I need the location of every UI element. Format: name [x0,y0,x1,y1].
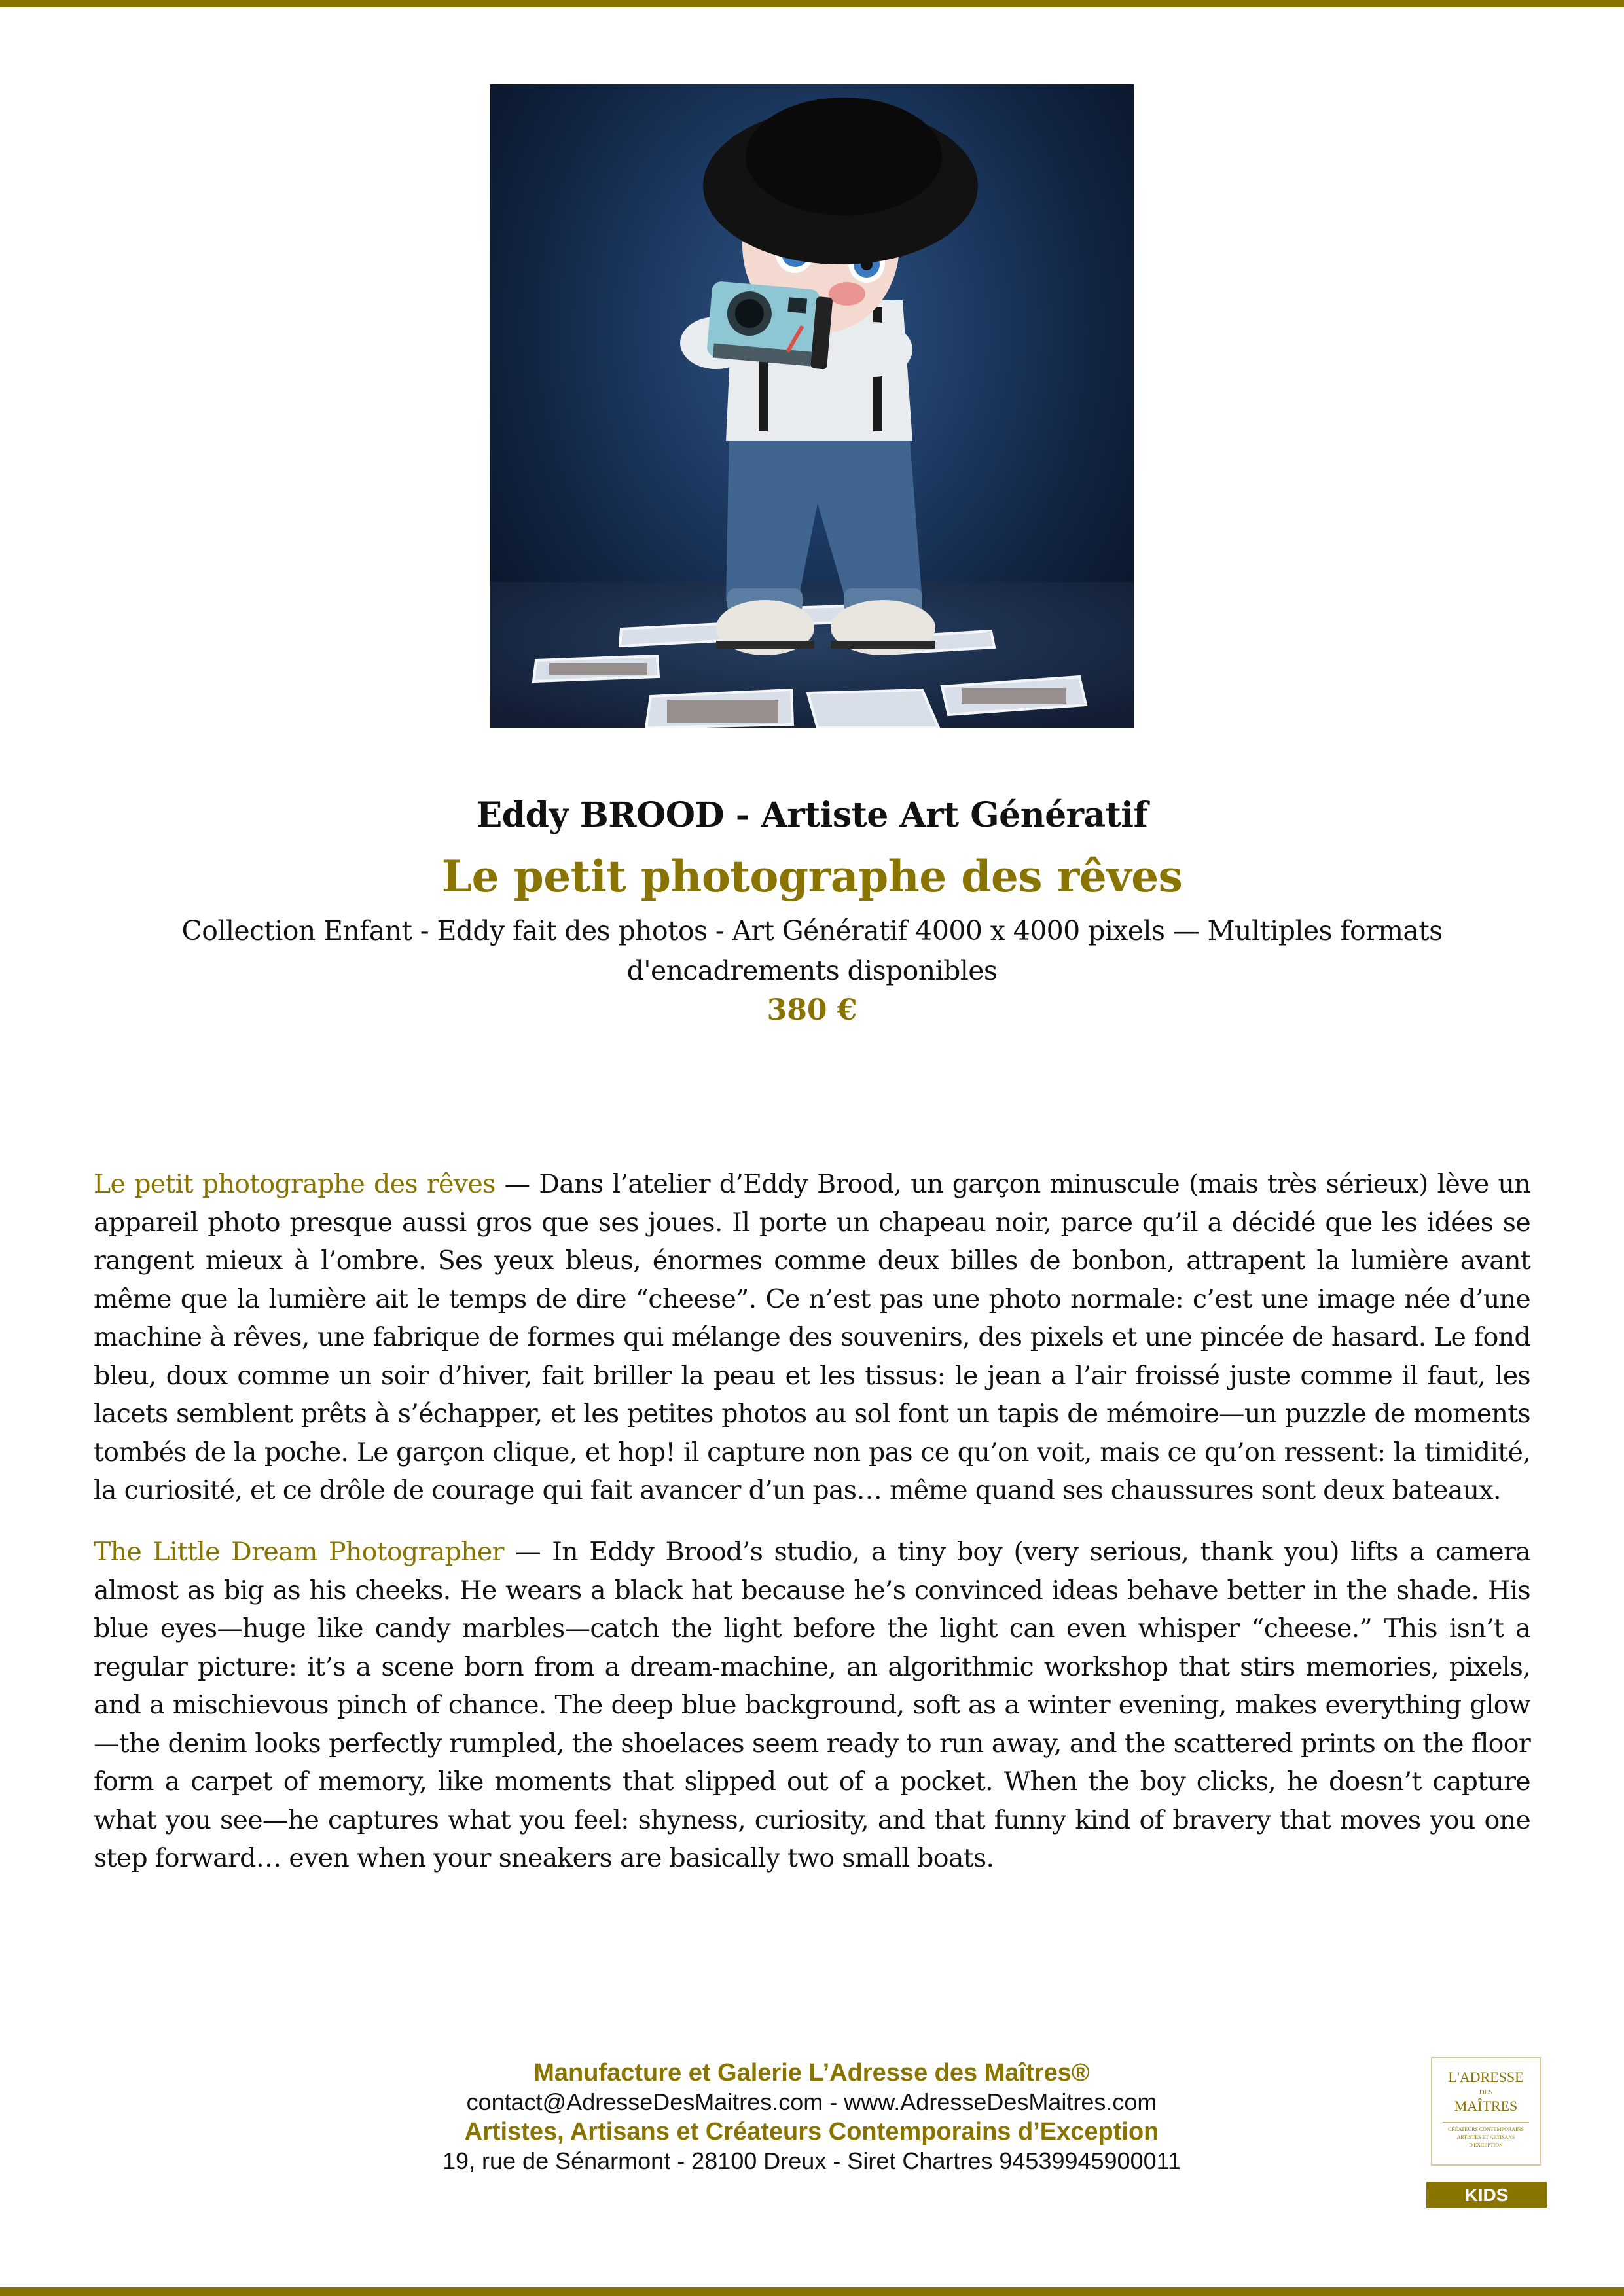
camera [706,281,834,370]
logo-tagline [1432,2126,1540,2149]
artwork-image [490,84,1134,728]
artwork-title: Le petit photographe des rêves [441,851,1183,902]
description-french [94,1165,1530,1510]
artist-name: Eddy BROOD - Artiste Art Génératif [476,795,1148,835]
gallery-logo [1431,2057,1541,2166]
footer-tagline: Artistes, Artisans et Créateurs Contemporains d’Exception [464,2118,1159,2145]
logo-line-3: MAÎTRES [1454,2098,1518,2114]
logo-line-1: L'ADRESSE [1448,2069,1524,2085]
footer-contact[interactable]: contact@AdresseDesMaitres.com - www.AdresseDesMaitres.com [466,2089,1157,2115]
bottom-accent-bar [0,2287,1624,2296]
artwork-price: 380 € [767,994,857,1027]
top-accent-bar [0,0,1624,7]
footer-company: Manufacture et Galerie L’Adresse des Maîtres® [533,2059,1090,2087]
logo-line-4: CRÉATEURS CONTEMPORAINS [1448,2126,1524,2132]
logo-line-6: D'EXCEPTION [1469,2142,1503,2148]
description-french-text: — Dans l’atelier d’Eddy Brood, un garçon minuscule (mais très sérieux) lève un appareil photo presque aussi gros que ses joues. Il porte un chapeau noir, parce qu’il a décidé que les idées se rangent mieux à l’ombre. Ses yeux bleus, énormes comme deux billes de bonbon, attrapent la lumière avant même que la lumière ait le temps de dire “cheese”. Ce n’est pas une photo normale: c’est une image née d’une machine à rêves, une fabrique de formes qui mélange des souvenirs, des pixels et une pincée de hasard. Le fond bleu, doux comme un soir d’hiver, fait briller la peau et les tissus: le jean a l’air froissé juste comme il faut, les lacets semblent prêts à s’échapper, et les petites photos au sol font un tapis de mémoire—un puzzle de moments tombés de la poche. Le garçon clique, et hop! il capture non pas ce qu’on voit, mais ce qu’on ressent: la timidité, la curiosité, et ce drôle de courage qui fait avancer d’un pas… même quand ses chaussures sont deux bateaux. [94,1169,1530,1505]
description-english-lead: The Little Dream Photographer [94,1537,504,1567]
boy-photographer-illustration [490,84,1134,728]
artwork-subtitle: Collection Enfant - Eddy fait des photos - Art Génératif 4000 x 4000 pixels — Multiples formats d'encadrements disponibles [181,915,1443,986]
logo-line-5: ARTISTES ET ARTISANS [1456,2134,1515,2140]
footer [353,2058,1270,2176]
logo-line-2: DES [1479,2089,1493,2096]
kids-badge: KIDS [1426,2182,1547,2208]
description-english-text: — In Eddy Brood’s studio, a tiny boy (very serious, thank you) lifts a camera almost as big as his cheeks. He wears a black hat because he’s convinced ideas behave better in the shade. His blue eyes—huge like candy marbles—catch the light before the light can even whisper “cheese.” This isn’t a regular picture: it’s a scene born from a dream-machine, an algorithmic workshop that stirs memories, pixels, and a mischievous pinch of chance. The deep blue background, soft as a winter evening, makes everything glow—the denim looks perfectly rumpled, the shoelaces seem ready to run away, and the scattered prints on the floor form a carpet of memory, like moments that slipped out of a pocket. When the boy clicks, he doesn’t capture what you see—he captures what you feel: shyness, curiosity, and that funny kind of bravery that moves you one step forward… even when your sneakers are basically two small boats. [94,1537,1531,1873]
footer-address: 19, rue de Sénarmont - 28100 Dreux - Siret Chartres 94539945900011 [442,2147,1182,2174]
logo-divider [1443,2122,1529,2123]
description-french-lead: Le petit photographe des rêves [94,1169,496,1199]
description-english [94,1533,1530,1878]
